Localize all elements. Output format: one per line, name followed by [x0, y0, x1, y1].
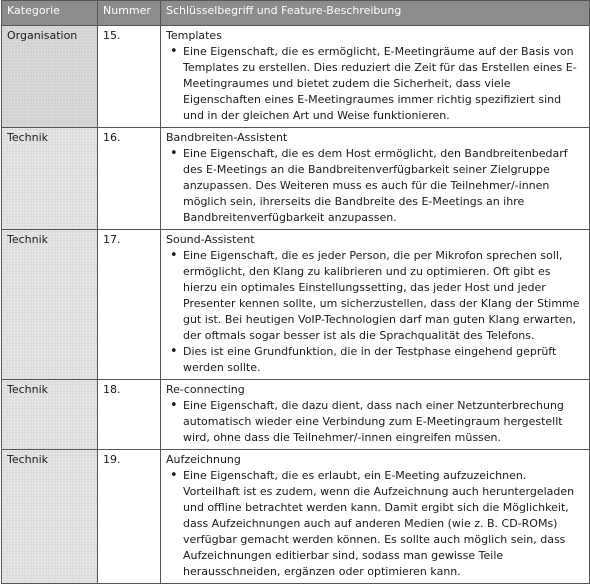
kategorie-cell: Organisation — [2, 26, 98, 128]
kategorie-cell: Technik — [2, 128, 98, 230]
bullet-item: • Eine Eigenschaft, die es erlaubt, ein E-Meeting aufzuzeichnen. Vorteilhaft ist es zudem, wenn die Aufzeichnung auch heruntergeladen und offline betrachtet werden kann. Damit ergibt sich die Möglichkeit, dass Aufzeichnungen auch auf anderen Medien (wie z. B. CD-ROMs) verfügbar gemacht werden können. Es sollte auch möglich sein, dass Aufzeichnungen editierbar sind, sodass man gewisse Teile herausschneiden, ergänzen oder optimieren kann. — [183, 468, 583, 580]
feature-title: Templates — [166, 29, 222, 42]
beschreibung-cell — [161, 26, 590, 128]
kategorie-cell: Technik — [2, 230, 98, 380]
nummer-cell: 19. — [98, 450, 161, 584]
header-nummer: Nummer — [98, 1, 161, 26]
feature-table — [1, 0, 590, 584]
feature-bullets — [166, 468, 583, 580]
bullet-item: • Dies ist eine Grundfunktion, die in der Testphase eingehend geprüft werden sollte. — [183, 344, 583, 376]
feature-title: Bandbreiten-Assistent — [166, 131, 288, 144]
bullet-item: • Eine Eigenschaft, die dazu dient, dass nach einer Netzunterbrechung automatisch wieder eine Verbindung zum E-Meetingraum hergestellt wird, ohne dass die Teilnehmer/-innen eingreifen müssen. — [183, 398, 583, 446]
nummer-cell: 16. — [98, 128, 161, 230]
feature-bullets — [166, 398, 583, 446]
table-row — [2, 380, 590, 450]
kategorie-cell: Technik — [2, 450, 98, 584]
beschreibung-cell — [161, 450, 590, 584]
beschreibung-cell — [161, 380, 590, 450]
nummer-cell: 17. — [98, 230, 161, 380]
nummer-cell: 15. — [98, 26, 161, 128]
table-row — [2, 230, 590, 380]
feature-title: Sound-Assistent — [166, 233, 255, 246]
beschreibung-cell — [161, 230, 590, 380]
header-beschreibung: Schlüsselbegriff und Feature-Beschreibung — [161, 1, 590, 26]
feature-bullets — [166, 248, 583, 376]
beschreibung-cell — [161, 128, 590, 230]
feature-bullets — [166, 146, 583, 226]
table-row — [2, 128, 590, 230]
kategorie-cell: Technik — [2, 380, 98, 450]
feature-title: Re-connecting — [166, 383, 245, 396]
bullet-item: • Eine Eigenschaft, die es dem Host ermöglicht, den Bandbreitenbedarf des E-Meetings an die Bandbreitenverfügbarkeit seiner Zielgruppe anzupassen. Des Weiteren muss es auch für die Teilnehmer/-innen möglich sein, ihrerseits die Bandbreite des E-Meetings an ihre Bandbreitenverfügbarkeit anzupassen. — [183, 146, 583, 226]
feature-title: Aufzeichnung — [166, 453, 241, 466]
header-kategorie: Kategorie — [2, 1, 98, 26]
feature-bullets — [166, 44, 583, 124]
header-row — [2, 1, 590, 26]
table-row — [2, 26, 590, 128]
bullet-item: • Eine Eigenschaft, die es ermöglicht, E-Meetingräume auf der Basis von Templates zu erstellen. Dies reduziert die Zeit für das Erstellen eines E-Meetingraumes und bietet zudem die Sicherheit, dass viele Eigenschaften eines E-Meetingraumes immer richtig spezifiziert sind und in der gleichen Art und Weise funktionieren. — [183, 44, 583, 124]
table-row — [2, 450, 590, 584]
nummer-cell: 18. — [98, 380, 161, 450]
bullet-item: • Eine Eigenschaft, die es jeder Person, die per Mikrofon sprechen soll, ermöglicht, den Klang zu kalibrieren und zu optimieren. Oft gibt es hierzu ein optimales Einstellungssetting, das jeder Host und jeder Presenter kennen sollte, um sicherzustellen, dass der Klang der Stimme gut ist. Bei heutigen VoIP-Technologien darf man guten Klang erwarten, der oftmals sogar besser ist als die Sprachqualität des Telefons. — [183, 248, 583, 344]
